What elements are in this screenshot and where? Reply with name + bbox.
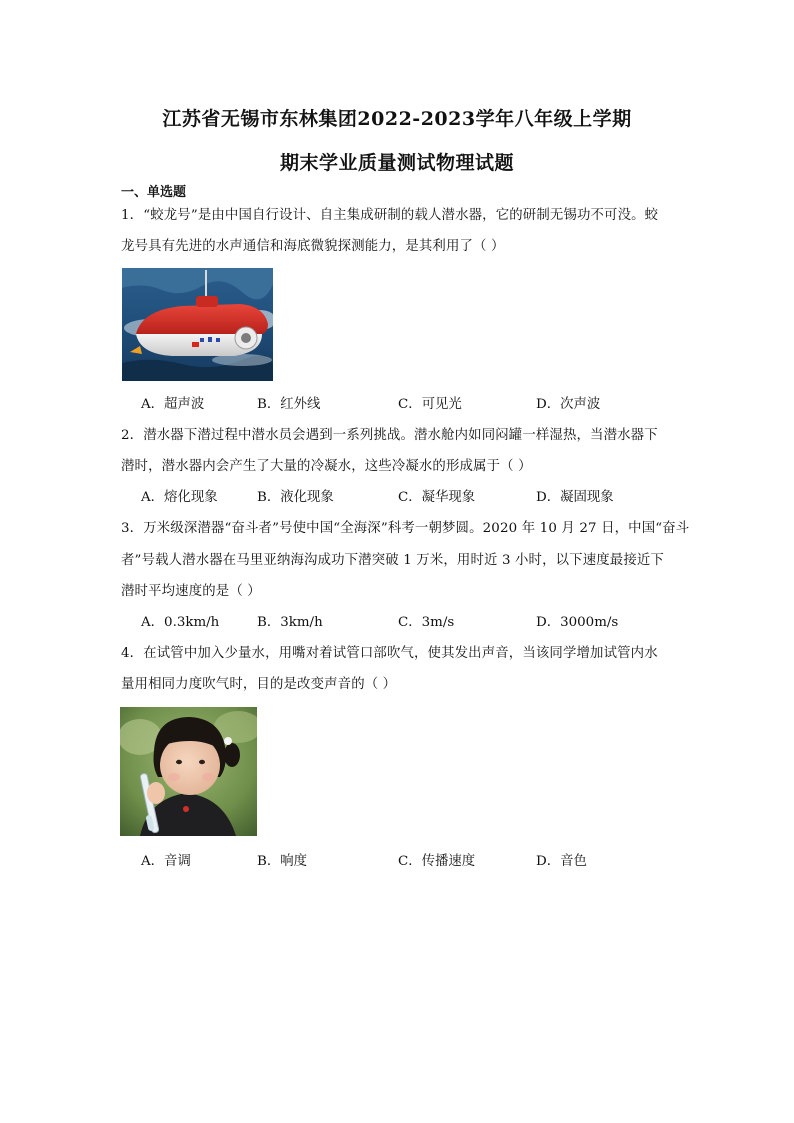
question-text-line: 2．潜水器下潜过程中潜水员会遇到一系列挑战。潜水舱内如同闷罐一样湿热，当潜水器下 bbox=[121, 428, 658, 443]
option-d: D．音色 bbox=[536, 854, 587, 869]
question-text-line: 3．万米级深潜器“奋斗者”号使中国“全海深”科考一朝梦圆。2020 年 10 月 27 日，中国“奋斗 bbox=[121, 521, 690, 536]
option-b: B．红外线 bbox=[257, 397, 321, 412]
option-c: C．可见光 bbox=[398, 397, 462, 412]
option-d: D．3000m/s bbox=[536, 615, 619, 630]
question-text-line: 量用相同力度吹气时，目的是改变声音的（ ） bbox=[121, 677, 397, 692]
question-text-line: 1．“蛟龙号”是由中国自行设计、自主集成研制的载人潜水器，它的研制无锡功不可没。蛟 bbox=[121, 208, 659, 223]
option-b: B．响度 bbox=[257, 854, 308, 869]
section-heading: 一、单选题 bbox=[121, 185, 187, 200]
option-a: A．音调 bbox=[141, 854, 191, 869]
option-c: C．传播速度 bbox=[398, 854, 476, 869]
document-title-line1: 江苏省无锡市东林集团2022-2023学年八年级上学期 bbox=[162, 108, 632, 130]
document-title-line2: 期末学业质量测试物理试题 bbox=[279, 152, 514, 174]
question-text-line: 龙号具有先进的水声通信和海底微貌探测能力，是其利用了（ ） bbox=[121, 239, 505, 254]
option-c: C．凝华现象 bbox=[398, 490, 476, 505]
question-text-line: 潜时平均速度的是（ ） bbox=[121, 584, 261, 599]
question-text-line: 潜时，潜水器内会产生了大量的冷凝水，这些冷凝水的形成属于（ ） bbox=[121, 459, 532, 474]
girl-blowing-test-tube-photo bbox=[120, 707, 257, 836]
option-b: B．液化现象 bbox=[257, 490, 334, 505]
option-b: B．3km/h bbox=[257, 615, 323, 630]
question-text-line: 4．在试管中加入少量水，用嘴对着试管口部吹气，使其发出声音，当该同学增加试管内水 bbox=[121, 646, 658, 661]
option-c: C．3m/s bbox=[398, 615, 455, 630]
option-a: A．0.3km/h bbox=[141, 615, 220, 630]
option-a: A．熔化现象 bbox=[141, 490, 218, 505]
option-d: D．凝固现象 bbox=[536, 490, 614, 505]
submersible-photo bbox=[122, 268, 273, 381]
option-d: D．次声波 bbox=[536, 397, 601, 412]
question-text-line: 者”号载人潜水器在马里亚纳海沟成功下潜突破 1 万米，用时近 3 小时，以下速度最接近下 bbox=[121, 553, 664, 568]
option-a: A．超声波 bbox=[141, 397, 205, 412]
